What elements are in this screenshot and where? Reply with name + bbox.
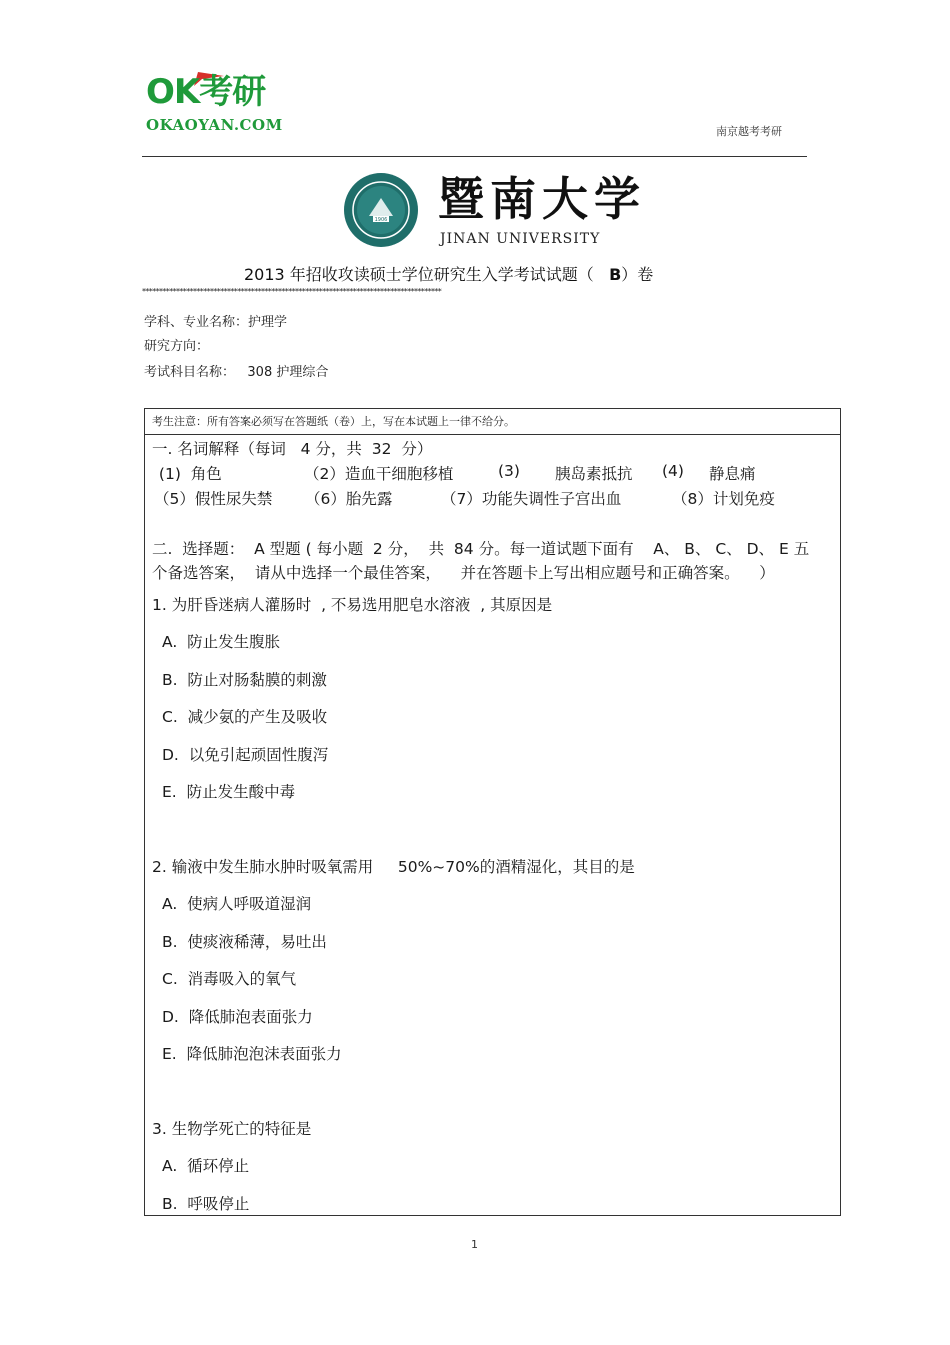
term-4: 静息痛 (709, 465, 756, 483)
section1-heading: 一. 名词解释（每词 4 分，共 32 分） (152, 440, 433, 458)
term-4-number: (4) (662, 462, 684, 480)
university-name-cn: 暨南大学 (438, 172, 646, 226)
title-paper: B (609, 265, 622, 284)
notice-text: 考生注意：所有答案必须写在答题纸（卷）上，写在本试题上一律不给分。 (152, 415, 515, 428)
section2-heading-line1: 二. 选择题： A 型题 ( 每小题 2 分， 共 84 分。每一道试题下面有 A、 B、 C、 D、 E 五 (152, 540, 810, 558)
title-prefix: 2013 年招收攻读硕士学位研究生入学考试试题（ (244, 265, 594, 284)
question-1-option-c: C. 减少氨的产生及吸收 (162, 708, 328, 726)
university-seal-icon (343, 172, 419, 248)
question-1-option-a: A. 防止发生腹胀 (162, 633, 281, 651)
term-3-number: (3) (498, 462, 520, 480)
seal-year: 1906 (374, 217, 388, 223)
term-8: （8）计划免疫 (672, 490, 775, 508)
section2-heading-line2: 个备选答案， 请从中选择一个最佳答案， 并在答题卡上写出相应题号和正确答案。 ） (152, 564, 775, 582)
exam-content-box (144, 408, 841, 1216)
term-3: 胰岛素抵抗 (555, 465, 633, 483)
term-6: （6）胎先露 (305, 490, 393, 508)
question-3-option-b: B. 呼吸停止 (162, 1195, 250, 1213)
exam-title (244, 262, 653, 285)
header-divider (142, 156, 807, 157)
meta-subject: 学科、专业名称：护理学 (144, 315, 288, 330)
meta-course: 考试科目名称： 308 护理综合 (144, 365, 329, 380)
term-2: （2）造血干细胞移植 (304, 465, 454, 483)
logo-brand: OK考研 (146, 72, 266, 112)
question-2-option-b: B. 使痰液稀薄，易吐出 (162, 933, 327, 951)
question-3-option-a: A. 循环停止 (162, 1157, 250, 1175)
term-5: （5）假性尿失禁 (154, 490, 273, 508)
question-2-option-d: D. 降低肺泡表面张力 (162, 1008, 313, 1026)
logo-domain: OKAOYAN.COM (146, 116, 283, 134)
term-7: （7）功能失调性子宫出血 (441, 490, 622, 508)
question-1-stem: 1. 为肝昏迷病人灌肠时 , 不易选用肥皂水溶液 , 其原因是 (152, 596, 553, 614)
question-2-stem: 2. 输液中发生肺水肿时吸氧需用 50%~70%的酒精湿化，其目的是 (152, 858, 635, 876)
star-divider: **************************************************************************************** (142, 287, 442, 296)
question-1-option-b: B. 防止对肠黏膜的刺激 (162, 671, 327, 689)
question-2-option-e: E. 降低肺泡泡沫表面张力 (162, 1045, 342, 1063)
question-3-stem: 3. 生物学死亡的特征是 (152, 1120, 312, 1138)
university-name-en: JINAN UNIVERSITY (440, 231, 601, 247)
term-1: (1) 角色 (154, 465, 222, 483)
page-number: 1 (471, 1238, 478, 1251)
header-right-text: 南京越考考研 (716, 125, 782, 138)
notice-row (145, 409, 840, 435)
question-1-option-d: D. 以免引起顽固性腹泻 (162, 746, 329, 764)
question-2-option-a: A. 使病人呼吸道湿润 (162, 895, 312, 913)
title-suffix: ）卷 (621, 265, 654, 284)
question-1-option-e: E. 防止发生酸中毒 (162, 783, 296, 801)
question-2-option-c: C. 消毒吸入的氧气 (162, 970, 297, 988)
meta-direction: 研究方向： (144, 339, 210, 354)
okaoyan-logo (146, 72, 306, 138)
